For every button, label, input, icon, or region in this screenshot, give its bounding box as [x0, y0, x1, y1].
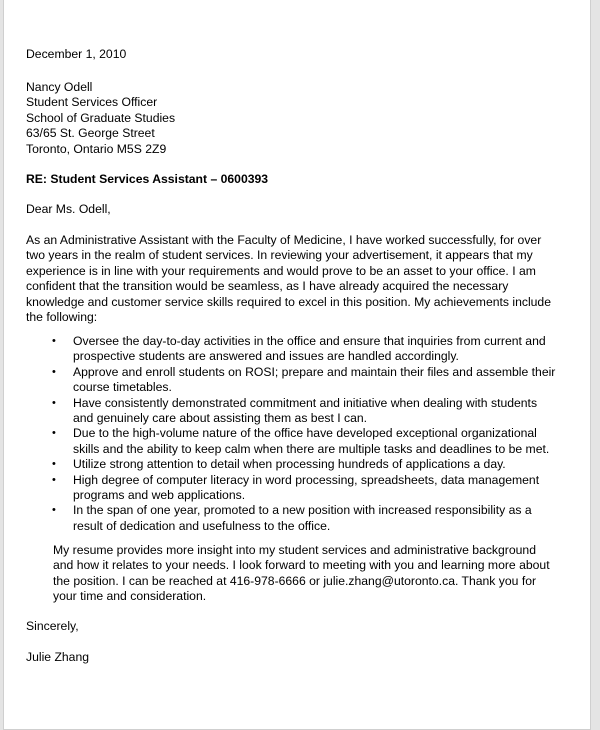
subject-line: RE: Student Services Assistant – 0600393 — [26, 172, 269, 186]
closing-line: and how it relates to your needs. I look forward to meeting with you and learning more about — [53, 558, 550, 573]
intro-paragraph — [26, 233, 571, 325]
intro-line: knowledge and customer service skills required to excel in this position. My achievements include — [26, 294, 551, 309]
achievement-item — [52, 503, 572, 534]
achievement-line: Oversee the day-to-day activities in the office and ensure that inquiries from current and — [73, 334, 546, 348]
bullet-icon: • — [52, 504, 56, 517]
recipient-street: 63/65 St. George Street — [26, 126, 155, 141]
signoff: Sincerely, — [26, 619, 79, 633]
letter-page — [3, 0, 591, 730]
achievement-line: course timetables. — [73, 380, 172, 395]
achievement-line: In the span of one year, promoted to a new position with increased responsibility as a — [73, 503, 532, 518]
achievement-item — [52, 365, 572, 396]
achievement-item — [52, 396, 572, 427]
bullet-icon: • — [52, 458, 56, 471]
achievement-line: Utilize strong attention to detail when processing hundreds of applications a day. — [73, 457, 506, 472]
intro-line: two years in the realm of student services. In reviewing your advertisement, it appears that my — [26, 248, 533, 263]
salutation: Dear Ms. Odell, — [26, 202, 111, 216]
recipient-title: Student Services Officer — [26, 95, 158, 110]
recipient-city: Toronto, Ontario M5S 2Z9 — [26, 141, 167, 156]
intro-line: experience is in line with your requirements and would prove to be an asset to your office. I am — [26, 263, 536, 278]
bullet-icon: • — [52, 335, 56, 347]
achievement-item — [52, 334, 572, 365]
achievement-line: skills and the ability to keep calm when there are multiple tasks and deadlines to be met. — [73, 441, 550, 456]
achievement-item — [52, 473, 572, 504]
signature-name: Julie Zhang — [26, 650, 90, 664]
recipient-org: School of Graduate Studies — [26, 110, 176, 125]
closing-line: the position. I can be reached at 416-978-6666 or julie.zhang@utoronto.ca. Thank you for — [53, 573, 537, 588]
achievement-item — [52, 426, 572, 457]
achievements-list — [52, 334, 572, 534]
achievement-line: result of dedication and usefulness to the office. — [73, 518, 331, 533]
bullet-icon: • — [52, 473, 56, 486]
achievement-item — [52, 457, 572, 472]
achievement-line: High degree of computer literacy in word processing, spreadsheets, data management — [73, 472, 540, 487]
achievement-line: and genuinely care about assisting them as best I can. — [73, 411, 368, 426]
closing-line: your time and consideration. — [53, 589, 207, 604]
letter-date: December 1, 2010 — [26, 47, 127, 61]
achievement-line: prospective students are answered and issues are handled accordingly. — [73, 349, 459, 364]
recipient-name: Nancy Odell — [26, 80, 93, 94]
achievement-line: Due to the high-volume nature of the office have developed exceptional organizational — [73, 426, 537, 441]
achievement-line: Have consistently demonstrated commitment and initiative when dealing with students — [73, 395, 538, 410]
achievement-line: Approve and enroll students on ROSI; prepare and maintain their files and assemble their — [73, 364, 556, 379]
achievement-line: programs and web applications. — [73, 488, 246, 503]
intro-line: the following: — [26, 310, 98, 325]
bullet-icon: • — [52, 365, 56, 378]
bullet-icon: • — [52, 427, 56, 440]
intro-line: confident that the transition would be seamless, as I have already acquired the necessary — [26, 279, 509, 294]
intro-line: As an Administrative Assistant with the Faculty of Medicine, I have worked successfully, for over — [26, 233, 542, 247]
closing-paragraph — [53, 543, 573, 605]
bullet-icon: • — [52, 396, 56, 409]
recipient-address — [26, 80, 571, 157]
closing-line: My resume provides more insight into my student services and administrative background — [53, 543, 536, 557]
